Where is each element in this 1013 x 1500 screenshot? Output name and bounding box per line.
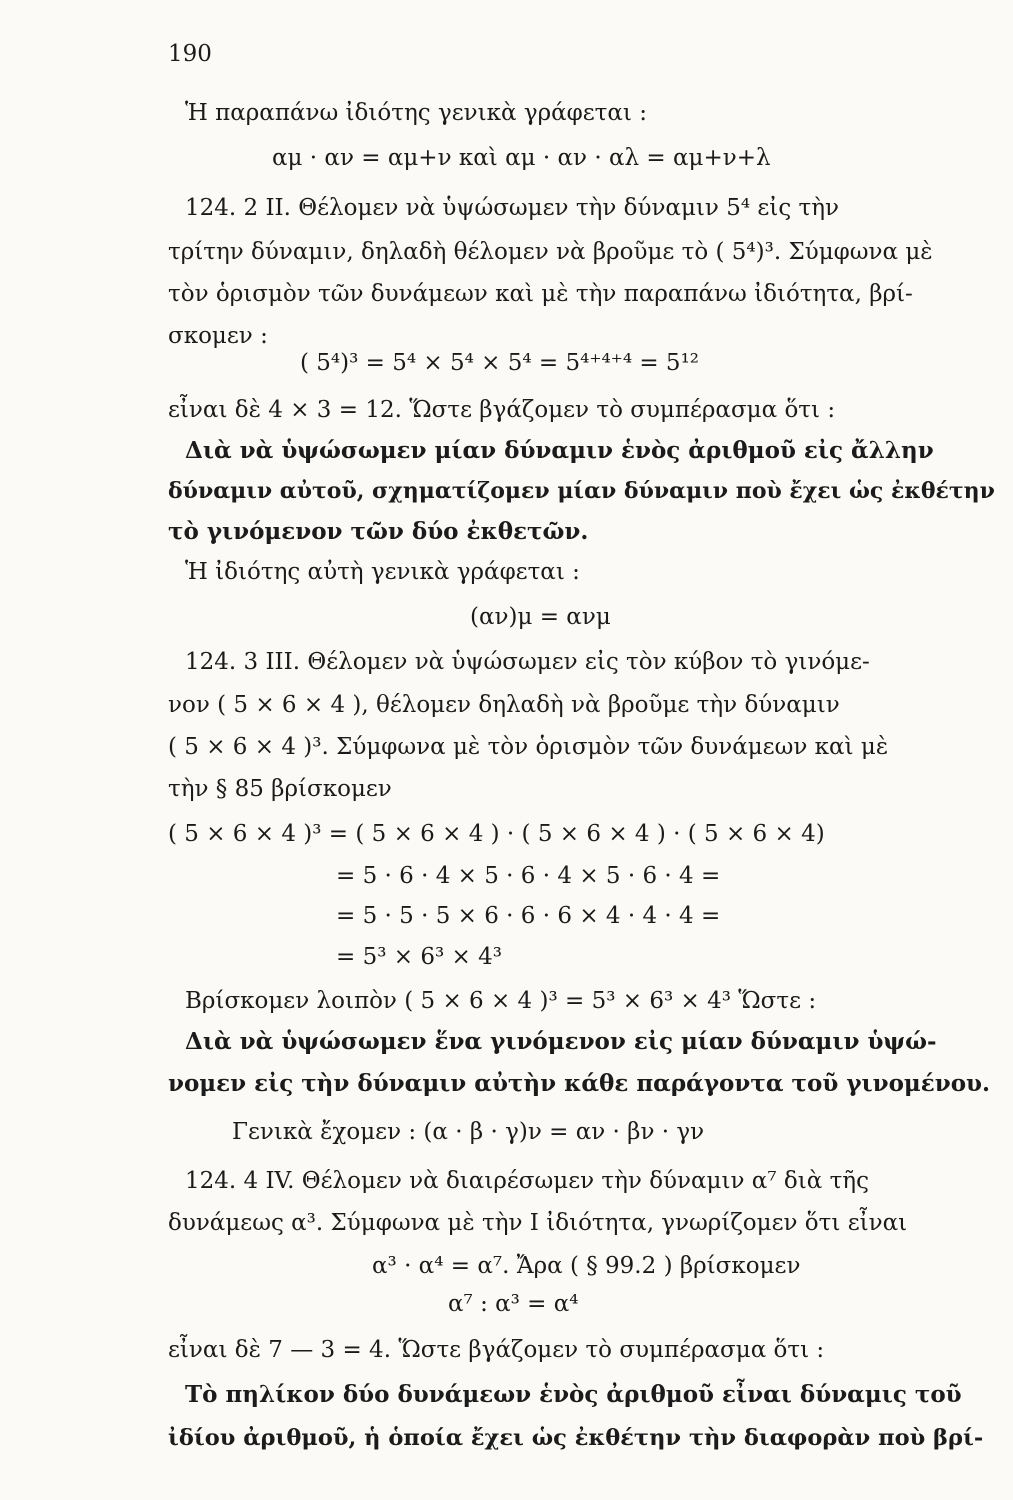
text-line: νον ( 5 × 6 × 4 ), θέλομεν δηλαδὴ νὰ βροῦμε τὴν δύναμιν xyxy=(168,692,840,718)
formula-line: ( 5⁴)³ = 5⁴ × 5⁴ × 5⁴ = 5⁴⁺⁴⁺⁴ = 5¹² xyxy=(300,350,700,376)
page-number: 190 xyxy=(168,41,212,67)
text-line: εἶναι δὲ 4 × 3 = 12. Ὥστε βγάζομεν τὸ συμπέρασμα ὅτι : xyxy=(168,397,836,423)
text-line: τὸν ὁρισμὸν τῶν δυνάμεων καὶ μὲ τὴν παραπάνω ἰδιότητα, βρί- xyxy=(168,281,913,307)
formula-line: α³ · α⁴ = α⁷. Ἄρα ( § 99.2 ) βρίσκομεν xyxy=(372,1253,801,1279)
text-line: Ἡ παραπάνω ἰδιότης γενικὰ γράφεται : xyxy=(185,100,647,126)
text-line: Ἡ ἰδιότης αὐτὴ γενικὰ γράφεται : xyxy=(185,559,580,585)
rule-line: νομεν εἰς τὴν δύναμιν αὐτὴν κάθε παράγοντα τοῦ γινομένου. xyxy=(168,1070,991,1097)
text-line: τρίτην δύναμιν, δηλαδὴ θέλομεν νὰ βροῦμε τὸ ( 5⁴)³. Σύμφωνα μὲ xyxy=(168,239,933,265)
formula-line: Γενικὰ ἔχομεν : (α · β · γ)ν = αν · βν · γν xyxy=(232,1119,705,1145)
text-line: τὴν § 85 βρίσκομεν xyxy=(168,776,392,802)
rule-line: Διὰ νὰ ὑψώσωμεν ἕνα γινόμενον εἰς μίαν δύναμιν ὑψώ- xyxy=(185,1028,937,1055)
text-line: εἶναι δὲ 7 — 3 = 4. Ὥστε βγάζομεν τὸ συμπέρασμα ὅτι : xyxy=(168,1337,825,1363)
rule-line: Διὰ νὰ ὑψώσωμεν μίαν δύναμιν ἑνὸς ἀριθμοῦ εἰς ἄλλην xyxy=(185,437,934,464)
text-line: Βρίσκομεν λοιπὸν ( 5 × 6 × 4 )³ = 5³ × 6³ × 4³ Ὥστε : xyxy=(185,988,817,1014)
formula-line: α⁷ : α³ = α⁴ xyxy=(448,1291,579,1317)
formula-line: (αν)μ = ανμ xyxy=(470,604,611,630)
formula-line: = 5³ × 6³ × 4³ xyxy=(336,944,502,970)
formula-line: = 5 · 5 · 5 × 6 · 6 · 6 × 4 · 4 · 4 = xyxy=(336,903,721,929)
section-line: 124. 2 II. Θέλομεν νὰ ὑψώσωμεν τὴν δύναμιν 5⁴ εἰς τὴν xyxy=(185,195,839,221)
rule-line: Τὸ πηλίκον δύο δυνάμεων ἑνὸς ἀριθμοῦ εἶναι δύναμις τοῦ xyxy=(185,1381,962,1408)
formula-line: ( 5 × 6 × 4 )³ = ( 5 × 6 × 4 ) · ( 5 × 6 × 4 ) · ( 5 × 6 × 4) xyxy=(168,821,825,847)
formula-line: αμ · αν = αμ+ν καὶ αμ · αν · αλ = αμ+ν+λ xyxy=(272,145,771,171)
text-line: σκομεν : xyxy=(168,323,268,349)
section-line: 124. 3 III. Θέλομεν νὰ ὑψώσωμεν εἰς τὸν κύβον τὸ γινόμε- xyxy=(185,649,870,675)
text-line: δυνάμεως α³. Σύμφωνα μὲ τὴν I ἰδιότητα, γνωρίζομεν ὅτι εἶναι xyxy=(168,1210,908,1236)
rule-line: τὸ γινόμενον τῶν δύο ἐκθετῶν. xyxy=(168,518,589,545)
rule-line: δύναμιν αὐτοῦ, σχηματίζομεν μίαν δύναμιν ποὺ ἔχει ὡς ἐκθέτην xyxy=(168,478,995,504)
formula-line: = 5 · 6 · 4 × 5 · 6 · 4 × 5 · 6 · 4 = xyxy=(336,863,721,889)
rule-line: ἰδίου ἀριθμοῦ, ἡ ὁποία ἔχει ὡς ἐκθέτην τὴν διαφορὰν ποὺ βρί- xyxy=(168,1425,984,1451)
section-line: 124. 4 IV. Θέλομεν νὰ διαιρέσωμεν τὴν δύναμιν α⁷ διὰ τῆς xyxy=(185,1168,869,1194)
text-line: ( 5 × 6 × 4 )³. Σύμφωνα μὲ τὸν ὁρισμὸν τῶν δυνάμεων καὶ μὲ xyxy=(168,734,889,760)
